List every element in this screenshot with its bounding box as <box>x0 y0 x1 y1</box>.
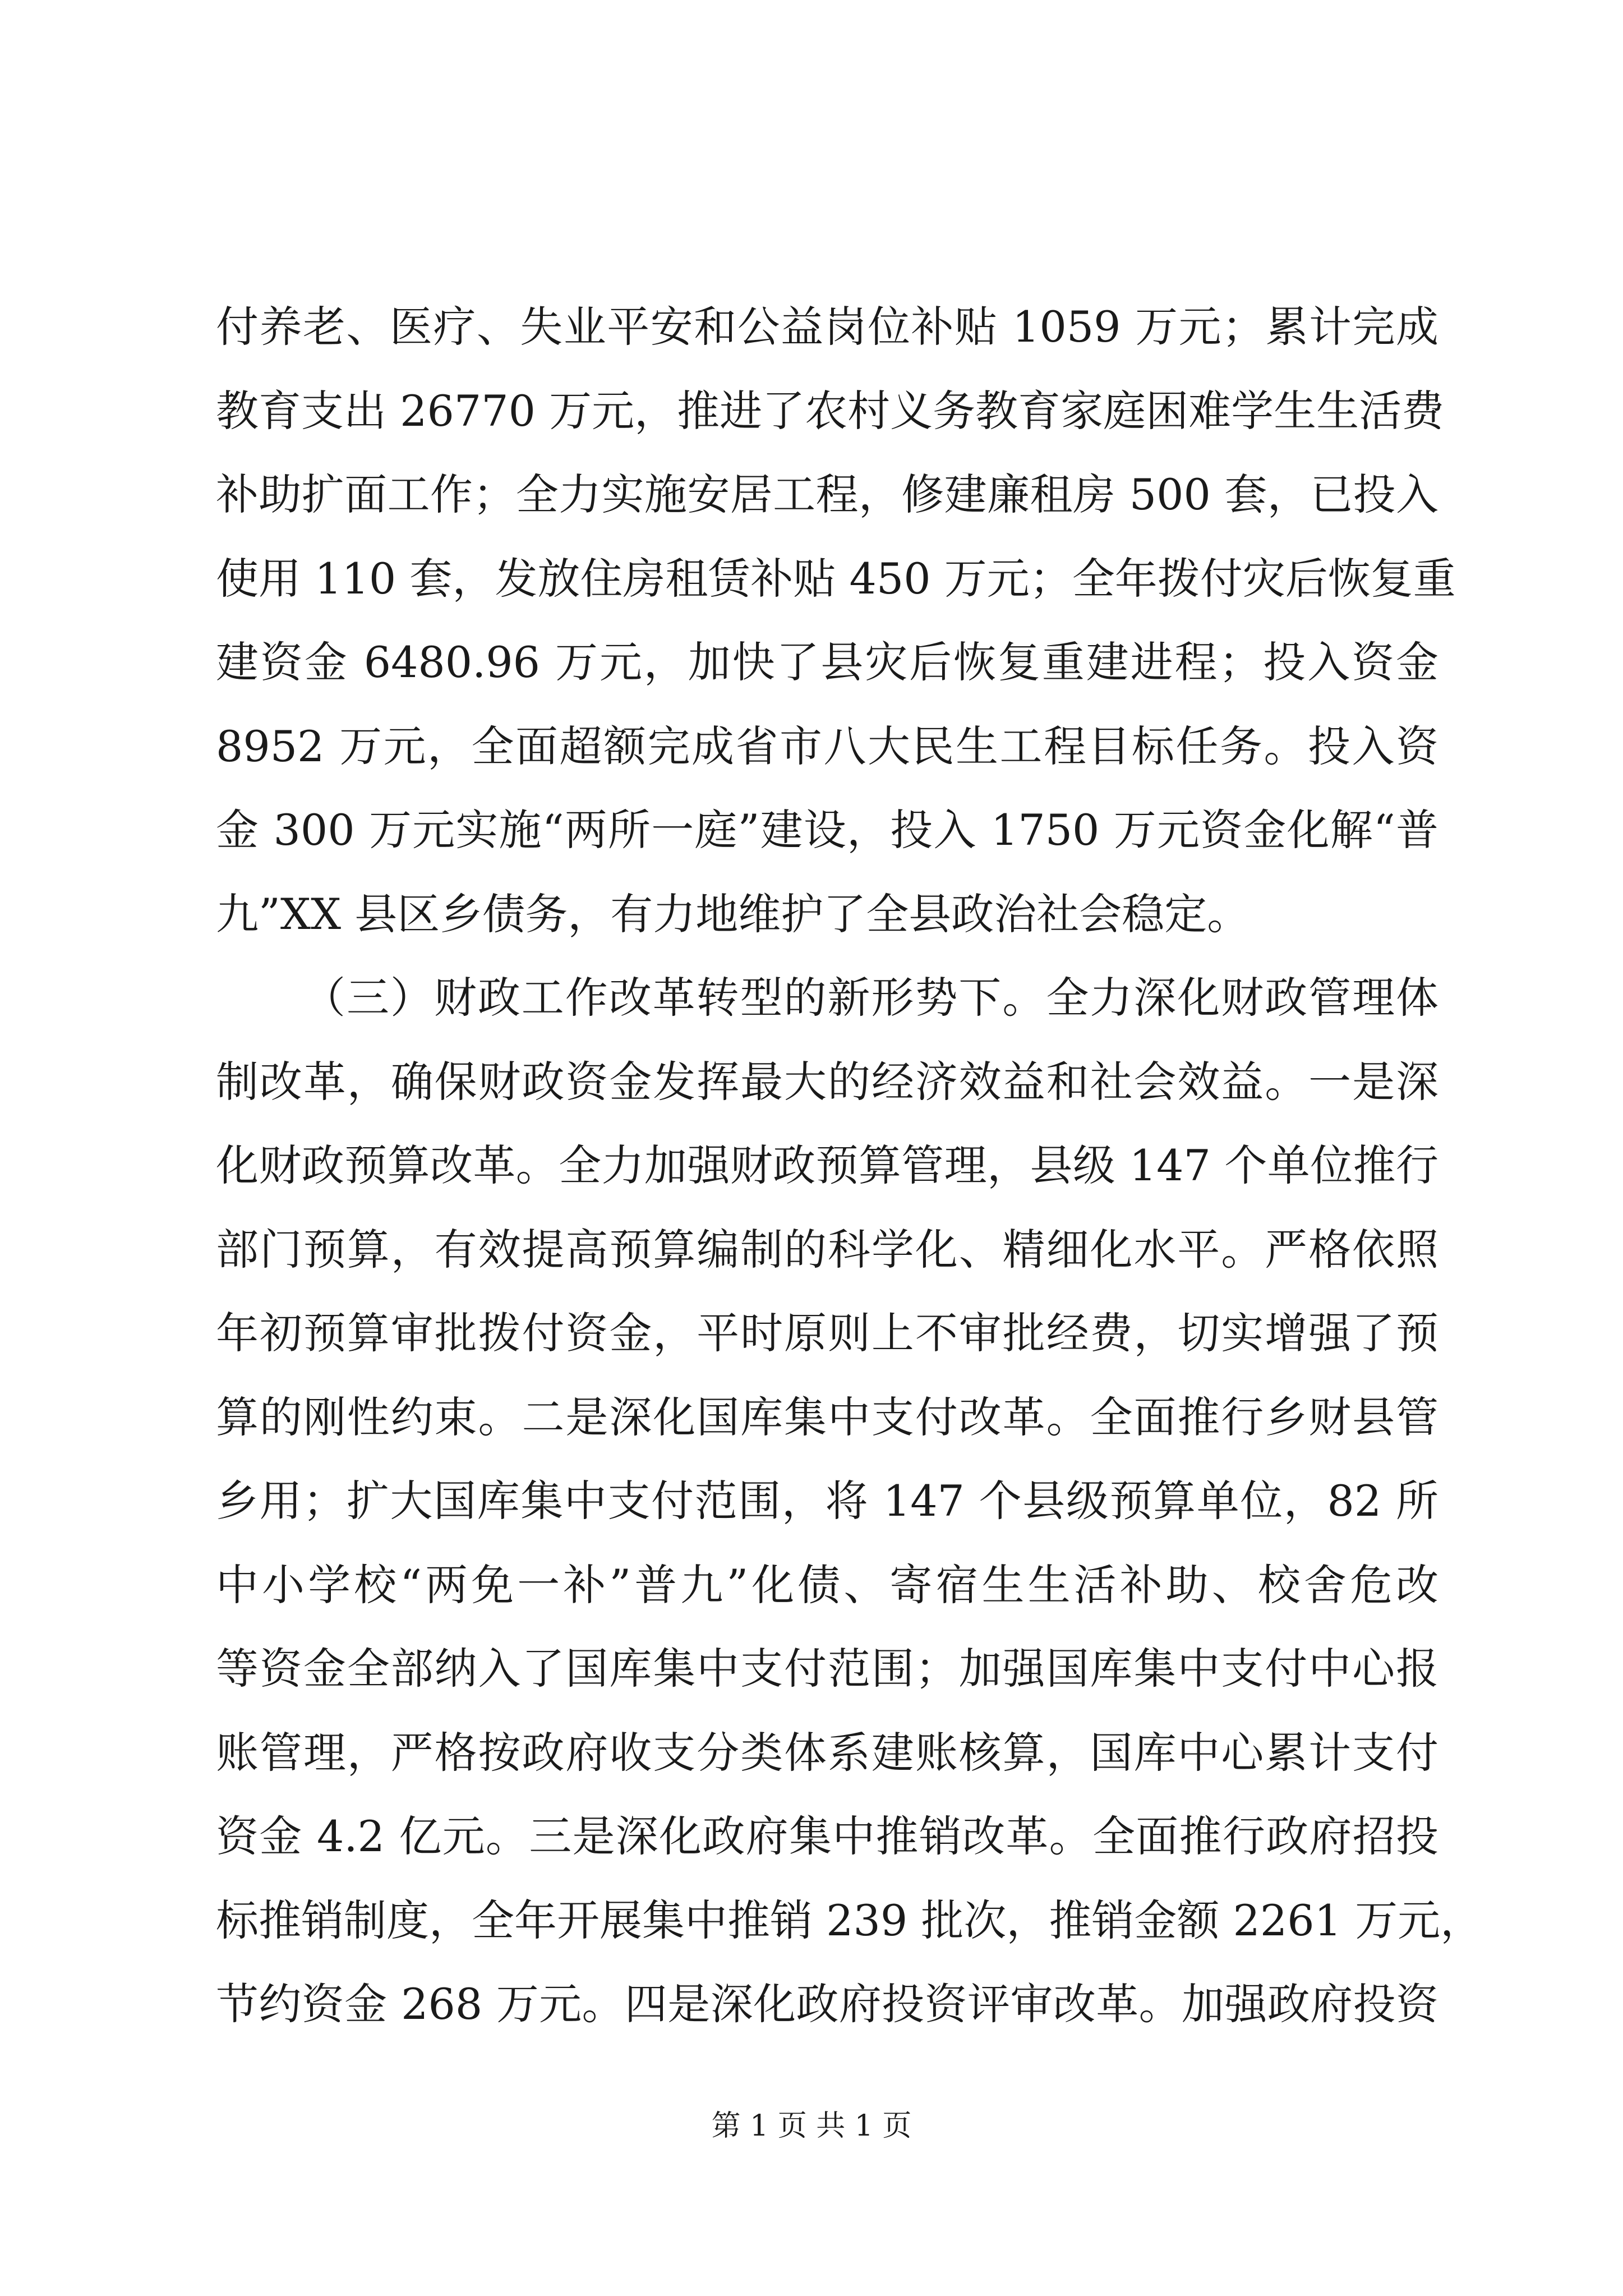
body-line-17: 等资金全部纳入了国库集中支付范围；加强国库集中支付中心报 <box>216 1644 1438 1694</box>
body-line-5: 建资金 6480.96 万元，加快了县灾后恢复重建进程；投入资金 <box>216 637 1438 687</box>
body-line-21: 节约资金 268 万元。四是深化政府投资评审改革。加强政府投资 <box>216 1979 1438 2029</box>
body-line-15: 乡用；扩大国库集中支付范围，将 147 个县级预算单位，82 所 <box>216 1476 1438 1526</box>
body-line-10: 制改革，确保财政资金发挥最大的经济效益和社会效益。一是深 <box>216 1057 1438 1107</box>
body-line-14: 算的刚性约束。二是深化国库集中支付改革。全面推行乡财县管 <box>216 1392 1438 1442</box>
body-line-18: 账管理，严格按政府收支分类体系建账核算，国库中心累计支付 <box>216 1728 1438 1778</box>
body-line-12: 部门预算，有效提高预算编制的科学化、精细化水平。严格依照 <box>216 1225 1438 1274</box>
body-line-16: 中小学校“两免一补”普九”化债、寄宿生生活补助、校舍危改 <box>216 1560 1438 1610</box>
body-line-2: 教育支出 26770 万元，推进了农村义务教育家庭困难学生生活费 <box>216 386 1445 436</box>
body-line-3: 补助扩面工作；全力实施安居工程，修建廉租房 500 套，已投入 <box>216 470 1438 519</box>
body-line-8: 九”XX 县区乡债务，有力地维护了全县政治社会稳定。 <box>216 889 1250 939</box>
body-line-20: 标推销制度，全年开展集中推销 239 批次，推销金额 2261 万元， <box>216 1895 1483 1945</box>
body-line-11: 化财政预算改革。全力加强财政预算管理，县级 147 个单位推行 <box>216 1140 1438 1190</box>
body-line-13: 年初预算审批拨付资金，平时原则上不审批经费，切实增强了预 <box>216 1308 1438 1358</box>
paragraph-3-first-line: （三）财政工作改革转型的新形势下。全力深化财政管理体 <box>303 973 1438 1023</box>
body-line-1: 付养老、医疗、失业平安和公益岗位补贴 1059 万元；累计完成 <box>216 302 1438 352</box>
body-line-6: 8952 万元，全面超额完成省市八大民生工程目标任务。投入资 <box>216 721 1438 771</box>
body-line-4: 使用 110 套，发放住房租赁补贴 450 万元；全年拨付灾后恢复重 <box>216 554 1456 604</box>
page-footer: 第 1 页 共 1 页 <box>711 2109 912 2143</box>
body-line-7: 金 300 万元实施“两所一庭”建设，投入 1750 万元资金化解“普 <box>216 805 1438 855</box>
body-line-19: 资金 4.2 亿元。三是深化政府集中推销改革。全面推行政府招投 <box>216 1811 1438 1861</box>
